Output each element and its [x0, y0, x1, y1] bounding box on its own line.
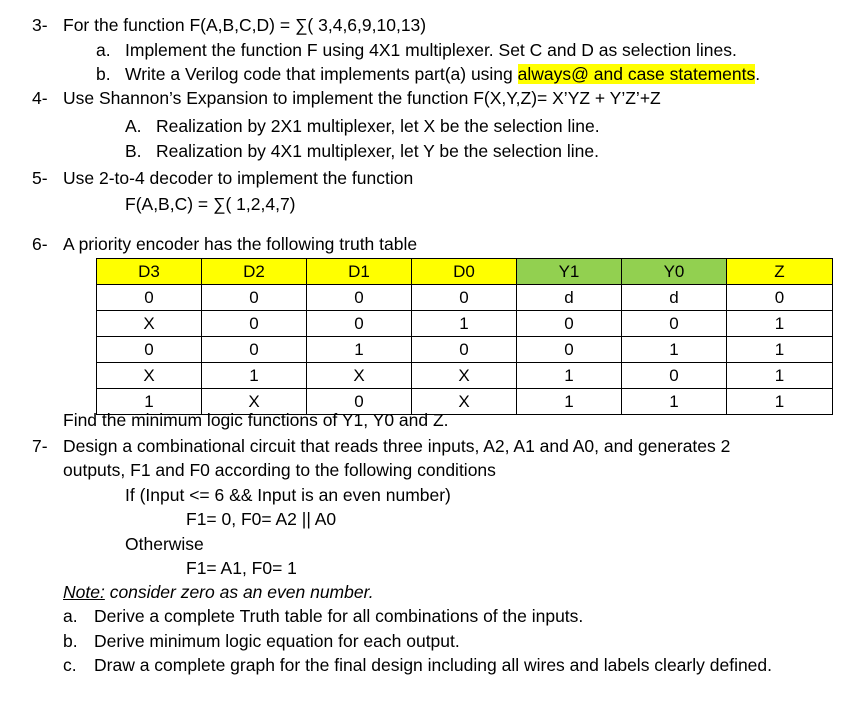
table-cell: X — [97, 311, 202, 337]
table-cell: 1 — [727, 311, 833, 337]
q7b-text: Derive minimum logic equation for each output. — [94, 631, 460, 651]
q7a-text: Derive a complete Truth table for all combinations of the inputs. — [94, 606, 584, 626]
table-cell: 1 — [727, 363, 833, 389]
q3-text: For the function F(A,B,C,D) = ∑( 3,4,6,9,10,13) — [63, 15, 427, 35]
table-cell: 1 — [97, 389, 202, 415]
header-cell-y0: Y0 — [622, 259, 727, 285]
q6-number: 6- — [32, 234, 48, 254]
table-cell: 0 — [202, 311, 307, 337]
q3b-line — [125, 66, 760, 84]
table-row — [97, 337, 833, 363]
table-cell: 0 — [622, 363, 727, 389]
table-cell: 1 — [202, 363, 307, 389]
q5-function: F(A,B,C) = ∑( 1,2,4,7) — [125, 194, 296, 214]
truth-table-header — [97, 259, 833, 285]
q5-number: 5- — [32, 168, 48, 188]
table-cell: X — [412, 363, 517, 389]
header-cell-d1: D1 — [307, 259, 412, 285]
table-cell: X — [97, 363, 202, 389]
q7-number: 7- — [32, 436, 48, 456]
q4A-text: Realization by 2X1 multiplexer, let X be the selection line. — [156, 116, 600, 136]
table-cell: 0 — [412, 337, 517, 363]
table-cell: d — [622, 285, 727, 311]
q7-condition: If (Input <= 6 && Input is an even number) — [125, 485, 451, 505]
q4B-marker: B. — [125, 141, 142, 161]
q7-condition-result: F1= 0, F0= A2 || A0 — [186, 509, 337, 529]
header-cell-d3: D3 — [97, 259, 202, 285]
q7-otherwise: Otherwise — [125, 534, 204, 554]
q7-text-line1: Design a combinational circuit that reads three inputs, A2, A1 and A0, and generates 2 — [63, 436, 731, 456]
table-cell: 1 — [622, 389, 727, 415]
table-cell: 0 — [622, 311, 727, 337]
table-cell: 0 — [202, 285, 307, 311]
table-row — [97, 311, 833, 337]
table-cell: 0 — [97, 337, 202, 363]
table-cell: 0 — [727, 285, 833, 311]
table-cell: 0 — [517, 311, 622, 337]
table-cell: X — [412, 389, 517, 415]
table-cell: 0 — [202, 337, 307, 363]
q3b-text: Write a Verilog code that implements part(a) using — [125, 64, 518, 84]
table-cell: X — [202, 389, 307, 415]
table-cell: d — [517, 285, 622, 311]
q5-text: Use 2-to-4 decoder to implement the function — [63, 168, 414, 188]
q3b-marker: b. — [96, 64, 111, 84]
q7-text-line2: outputs, F1 and F0 according to the following conditions — [63, 460, 496, 480]
table-cell: 0 — [307, 389, 412, 415]
q6-text: A priority encoder has the following truth table — [63, 234, 418, 254]
q3b-period: . — [755, 64, 761, 84]
table-row — [97, 363, 833, 389]
table-cell: 0 — [307, 311, 412, 337]
header-cell-d2: D2 — [202, 259, 307, 285]
table-cell: 1 — [412, 311, 517, 337]
table-cell: 1 — [517, 363, 622, 389]
table-cell: 1 — [727, 389, 833, 415]
q4B-text: Realization by 4X1 multiplexer, let Y be the selection line. — [156, 141, 599, 161]
q3a-text: Implement the function F using 4X1 multiplexer. Set C and D as selection lines. — [125, 40, 737, 60]
q7a-marker: a. — [63, 606, 78, 626]
q6-find-text: Find the minimum logic functions of Y1, Y0 and Z. — [63, 410, 449, 430]
q7c-marker: c. — [63, 655, 77, 675]
table-cell: 1 — [727, 337, 833, 363]
table-cell: 1 — [307, 337, 412, 363]
table-row — [97, 285, 833, 311]
q3-number: 3- — [32, 15, 48, 35]
q4A-marker: A. — [125, 116, 142, 136]
q7-note — [63, 584, 374, 602]
q7-note-label: Note: — [63, 582, 105, 602]
q7-note-text: consider zero as an even number. — [104, 582, 374, 602]
table-cell: 0 — [517, 337, 622, 363]
q3b-highlighted-text: always@ and case statements — [517, 64, 756, 84]
table-cell: 1 — [517, 389, 622, 415]
truth-table — [96, 258, 833, 415]
table-cell: 0 — [307, 285, 412, 311]
q7c-text: Draw a complete graph for the final design including all wires and labels clearly defined. — [94, 655, 773, 675]
table-cell: 1 — [622, 337, 727, 363]
table-cell: 0 — [412, 285, 517, 311]
q7b-marker: b. — [63, 631, 78, 651]
header-cell-y1: Y1 — [517, 259, 622, 285]
table-cell: 0 — [97, 285, 202, 311]
table-cell: X — [307, 363, 412, 389]
q4-number: 4- — [32, 88, 48, 108]
header-cell-d0: D0 — [412, 259, 517, 285]
header-cell-z: Z — [727, 259, 833, 285]
q3a-marker: a. — [96, 40, 111, 60]
q4-text: Use Shannon’s Expansion to implement the function F(X,Y,Z)= X’YZ + Y’Z’+Z — [63, 88, 661, 108]
q7-otherwise-result: F1= A1, F0= 1 — [186, 558, 297, 578]
